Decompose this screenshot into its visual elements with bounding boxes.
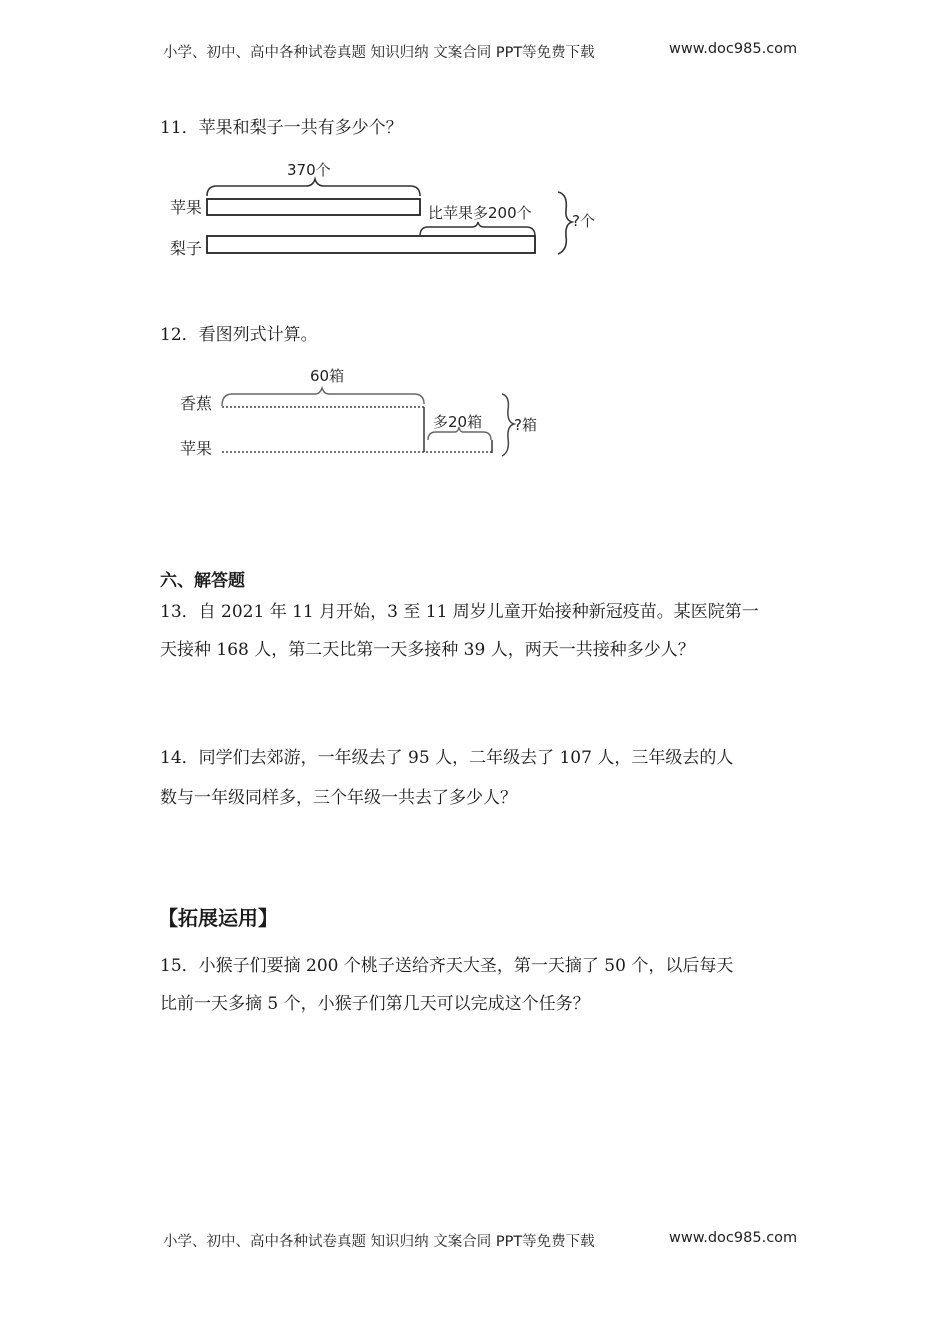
q11-top-brace-label: 370个 bbox=[287, 161, 331, 179]
header-website-link[interactable]: www.doc985.com bbox=[669, 41, 798, 57]
footer-left-text: 小学、初中、高中各种试卷真题 知识归纳 文案合同 PPT等免费下载 bbox=[163, 1234, 595, 1250]
footer-website-link[interactable]: www.doc985.com bbox=[669, 1230, 798, 1246]
q12-line-diagram bbox=[170, 360, 560, 465]
q12-label-apple: 苹果 bbox=[180, 439, 213, 458]
q11-label-pear: 梨子 bbox=[170, 239, 203, 258]
q11-line-diagram bbox=[160, 150, 620, 265]
question-14-line-2: 数与一年级同样多，三个年级一共去了多少人？ bbox=[160, 788, 517, 808]
question-14-line-1: 14．同学们去郊游，一年级去了 95 人，二年级去了 107 人，三年级去的人 bbox=[160, 748, 734, 768]
question-15-line-2: 比前一天多摘 5 个，小猴子们第几天可以完成这个任务？ bbox=[160, 994, 590, 1014]
q11-apple-bar bbox=[207, 199, 420, 215]
question-11-text: 11．苹果和梨子一共有多少个？ bbox=[160, 118, 403, 138]
section-6-heading: 六、解答题 bbox=[160, 571, 245, 591]
extension-heading: 【拓展运用】 bbox=[158, 906, 278, 930]
q11-label-apple: 苹果 bbox=[170, 198, 203, 217]
question-13-line-1: 13．自 2021 年 11 月开始，3 至 11 周岁儿童开始接种新冠疫苗。某医院第一 bbox=[160, 602, 759, 622]
q11-total-label: ?个 bbox=[572, 212, 595, 230]
q11-pear-bar bbox=[207, 236, 535, 253]
question-12-text: 12．看图列式计算。 bbox=[160, 325, 318, 345]
question-15-line-1: 15．小猴子们要摘 200 个桃子送给齐天大圣，第一天摘了 50 个，以后每天 bbox=[160, 956, 734, 976]
q11-more-label: 比苹果多200个 bbox=[428, 204, 532, 222]
q12-total-label: ?箱 bbox=[514, 416, 537, 434]
q11-total-brace bbox=[558, 192, 572, 254]
q12-top-brace bbox=[222, 388, 424, 406]
header-left-text: 小学、初中、高中各种试卷真题 知识归纳 文案合同 PPT等免费下载 bbox=[163, 45, 595, 61]
question-13-line-2: 天接种 168 人，第二天比第一天多接种 39 人，两天一共接种多少人？ bbox=[160, 640, 695, 660]
q12-label-banana: 香蕉 bbox=[180, 394, 213, 413]
q12-more-label: 多20箱 bbox=[433, 413, 483, 431]
q11-top-brace bbox=[207, 179, 420, 196]
q11-more-brace bbox=[420, 222, 535, 236]
q12-top-brace-label: 60箱 bbox=[310, 367, 345, 385]
q12-total-brace bbox=[502, 394, 514, 456]
